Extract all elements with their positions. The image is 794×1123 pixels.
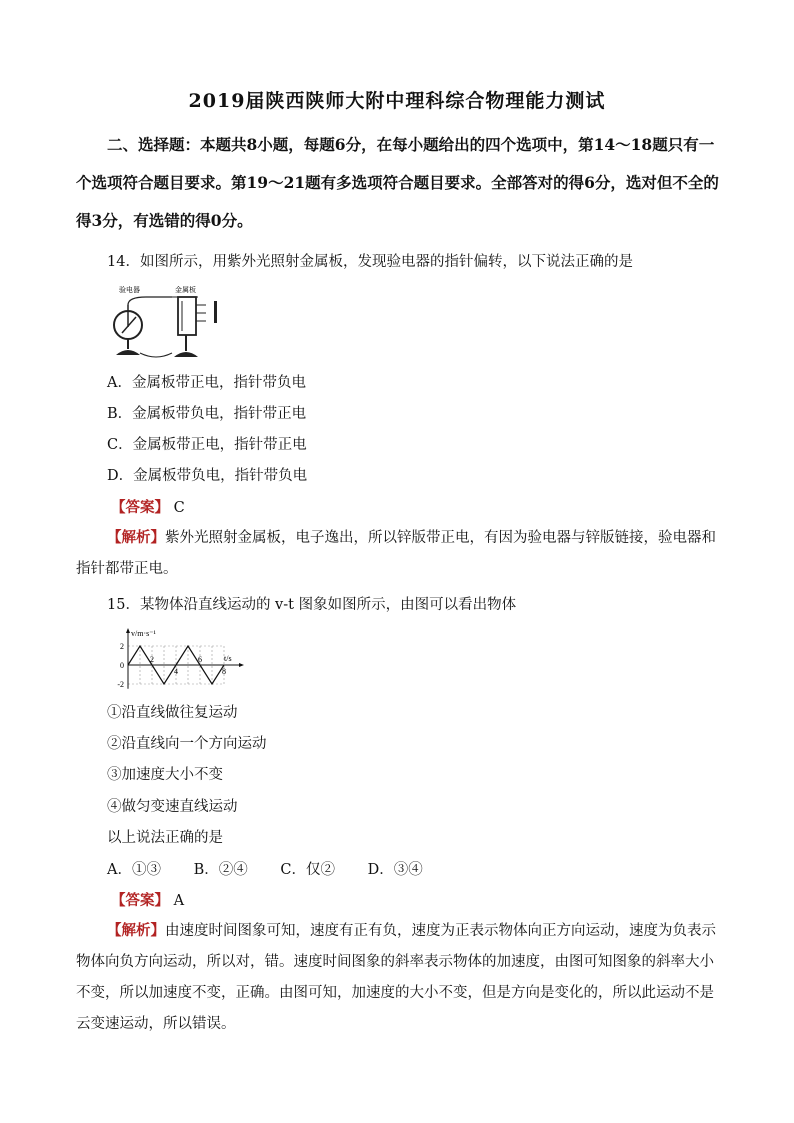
y-axis-arrow — [126, 628, 130, 633]
metal-plate — [178, 297, 196, 335]
q15-statement-1: ①沿直线做往复运动 — [107, 705, 238, 721]
q14-figure — [106, 283, 226, 363]
y-tick-label: 2 — [120, 642, 124, 651]
plate-label: 金属板 — [175, 286, 196, 294]
q15-option-b: B．②④ — [193, 862, 248, 878]
analysis-tag: 【解析】 — [107, 922, 165, 939]
q14-option-b: B．金属板带负电，指针带正电 — [107, 406, 307, 422]
q14-answer-value: C — [173, 500, 185, 516]
x-tick-label: 8 — [222, 667, 226, 676]
uv-lamp — [214, 301, 217, 323]
q15-answer — [111, 889, 184, 910]
y-tick-label: -2 — [117, 680, 124, 689]
q15-answer-value: A — [173, 893, 185, 909]
connecting-wire — [128, 297, 172, 305]
q14-option-c: C．金属板带正电，指针带正电 — [107, 437, 307, 453]
q15-statement-4: ④做匀变速直线运动 — [107, 799, 238, 815]
x-axis-arrow — [239, 663, 244, 667]
section-header-text: 二、选择题：本题共8小题，每题6分，在每小题给出的四个选项中，第14～18题只有一个选项符合题目要求。第19～21题有多选项符合题目要求。全部答对的得6分，选对但不全的得3分，有选错的得0分。 — [76, 135, 719, 230]
page-title: 2019届陕西陕师大附中理科综合物理能力测试 — [188, 90, 606, 112]
section-header — [76, 126, 726, 240]
q15-option-c: C．仅② — [280, 862, 335, 878]
q15-analysis-text: 由速度时间图象可知，速度有正有负，速度为正表示物体向正方向运动，速度为负表示物体向负方向运动，所以对，错。速度时间图象的斜率表示物体的加速度，由图可知图象的斜率大小不变，所以加速度不变，正确。由图可知，加速度的大小不变，但是方向是变化的，所以此运动不是云变速运动，所以错误。 — [76, 923, 716, 1032]
q15-analysis — [76, 915, 728, 1040]
vt-chart — [108, 627, 248, 689]
q15-prompt: 以上说法正确的是 — [107, 830, 223, 846]
q15-stem: 15．某物体沿直线运动的 v-t 图象如图所示，由图可以看出物体 — [107, 597, 517, 613]
x-axis-label: t/s — [224, 654, 232, 663]
analysis-tag: 【解析】 — [107, 529, 165, 546]
y-axis-label: v/m·s⁻¹ — [131, 629, 156, 638]
q14-analysis-text: 紫外光照射金属板，电子逸出，所以锌版带正电，有因为验电器与锌版链接，验电器和指针都带正电。 — [76, 530, 716, 577]
x-tick-label: 2 — [150, 655, 154, 664]
answer-tag: 【答案】 — [111, 499, 169, 516]
q15-options — [107, 858, 423, 879]
y-tick-label: 0 — [120, 661, 124, 670]
q15-statement-2: ②沿直线向一个方向运动 — [107, 736, 267, 752]
answer-tag: 【答案】 — [111, 892, 169, 909]
electroscope-label: 验电器 — [119, 286, 140, 294]
q15-option-a: A．①③ — [107, 862, 161, 878]
x-tick-label: 4 — [174, 667, 178, 676]
q14-stem: 14．如图所示，用紫外光照射金属板，发现验电器的指针偏转，以下说法正确的是 — [107, 254, 633, 270]
q15-option-d: D．③④ — [367, 862, 423, 878]
x-tick-label: 6 — [198, 655, 202, 664]
electroscope-needle — [122, 317, 136, 333]
q14-analysis — [76, 522, 728, 585]
q14-answer — [111, 496, 185, 517]
q14-option-a: A．金属板带正电，指针带负电 — [107, 375, 306, 391]
q15-statement-3: ③加速度大小不变 — [107, 767, 223, 783]
q14-option-d: D．金属板带负电，指针带负电 — [107, 468, 308, 484]
